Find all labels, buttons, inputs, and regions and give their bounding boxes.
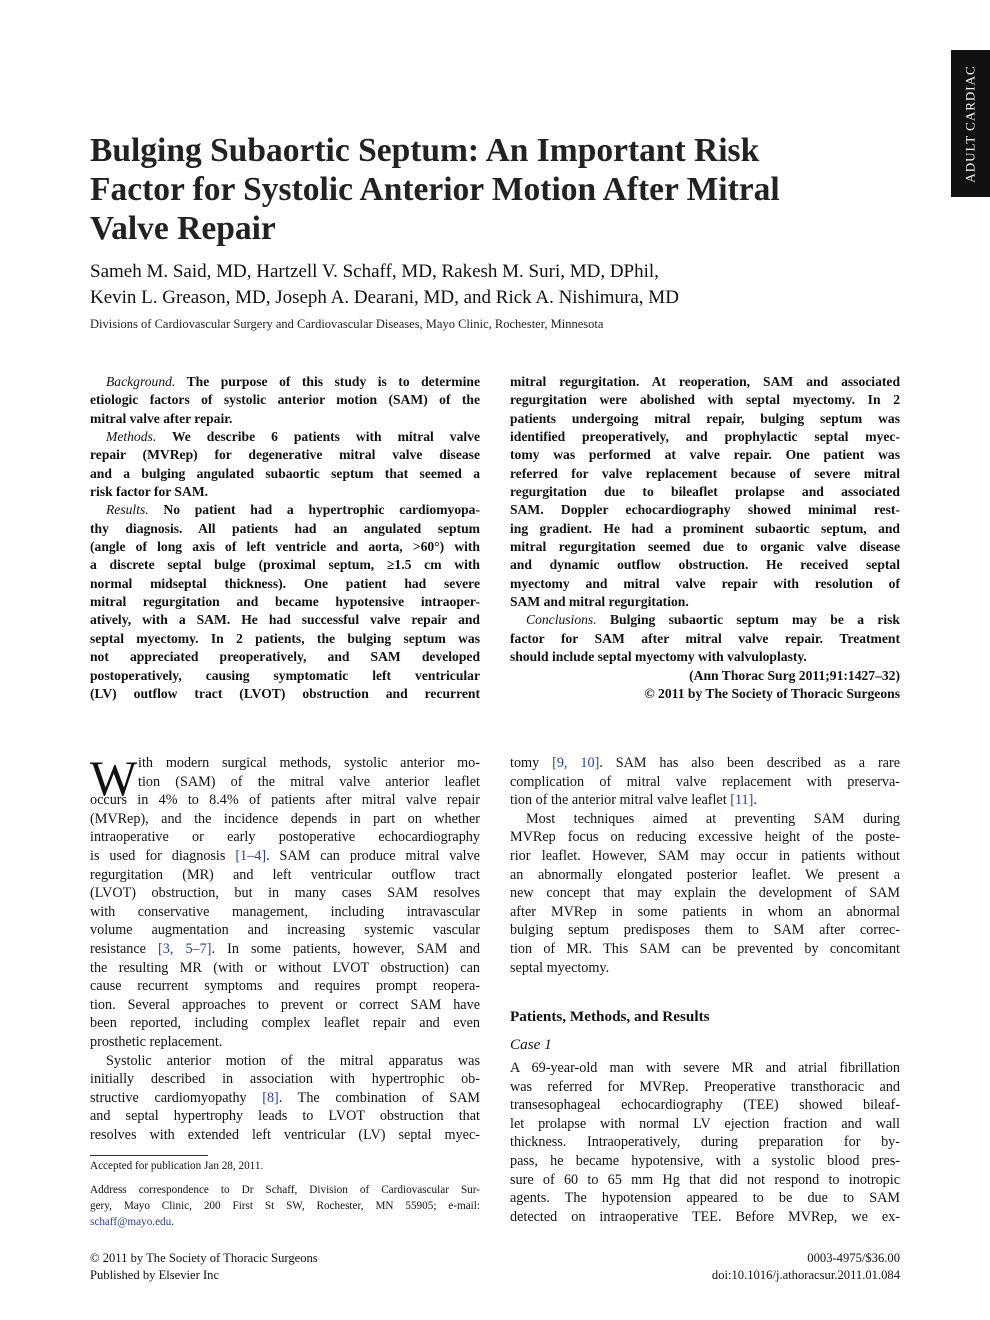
body-line: initially described in association with hypertrophic ob- bbox=[90, 1071, 480, 1088]
body-line: regurgitation (MR) and left ventricular outflow tract bbox=[90, 866, 480, 883]
abstract-text: No patient had a hypertrophic cardiomyopa- bbox=[148, 502, 480, 518]
body-text: resistance bbox=[90, 940, 159, 957]
reference-link[interactable]: [1–4] bbox=[235, 847, 267, 864]
body-line: Systolic anterior motion of the mitral apparatus was bbox=[106, 1052, 480, 1069]
abstract-line bbox=[90, 501, 480, 519]
body-line: Most techniques aimed at preventing SAM during bbox=[526, 810, 900, 827]
body-line: (LVOT) obstruction, but in many cases SAM resolves bbox=[90, 885, 480, 902]
abstract-line: (LV) outflow tract (LVOT) obstruction and recurrent bbox=[90, 685, 480, 701]
body-line: A 69-year-old man with severe MR and atrial fibrillation bbox=[510, 1060, 900, 1076]
body-line: resolves with extended left ventricular (LV) septal myec- bbox=[90, 1126, 480, 1143]
body-text: tomy bbox=[510, 755, 553, 771]
body-line: agents. The hypotension appeared to be due to SAM bbox=[510, 1190, 900, 1207]
body-line: new concept that may explain the development of SAM bbox=[510, 885, 900, 902]
abstract-line: identified preoperatively, and prophylactic septal myec- bbox=[510, 429, 900, 445]
body-line: complication of mitral valve replacement with preserva- bbox=[510, 773, 900, 790]
abstract-text: We describe 6 patients with mitral valve bbox=[156, 429, 480, 445]
abstract-line: SAM and mitral regurgitation. bbox=[510, 594, 689, 610]
abstract-line: ing gradient. He had a prominent subaortic septum, and bbox=[510, 520, 900, 536]
body-line bbox=[510, 754, 900, 773]
abstract-line: should include septal myectomy with valvuloplasty. bbox=[510, 649, 807, 665]
body-line: was referred for MVRep. Preoperative transthoracic and bbox=[510, 1078, 900, 1095]
abstract-line bbox=[90, 428, 480, 446]
body-line: cause recurrent symptoms and requires prompt reopera- bbox=[90, 978, 480, 995]
body-line: volume augmentation and increasing systemic vascular bbox=[90, 922, 480, 939]
case-heading: Case 1 bbox=[510, 1036, 552, 1053]
body-line: septal myectomy. bbox=[510, 959, 610, 976]
body-text: is used for diagnosis bbox=[90, 847, 236, 864]
footer-doi[interactable]: doi:10.1016/j.athoracsur.2011.01.084 bbox=[711, 1267, 900, 1282]
abstract-text: The purpose of this study is to determine bbox=[175, 374, 480, 389]
abstract-line: referred for valve replacement because of severe mitral bbox=[510, 465, 900, 481]
footer-left bbox=[90, 1250, 318, 1283]
reference-link[interactable]: [9, 10] bbox=[552, 755, 600, 771]
results-label: Results. bbox=[106, 502, 149, 518]
abstract-line: SAM. Doppler echocardiography showed minimal rest- bbox=[510, 502, 900, 518]
footnote-accepted: Accepted for publication Jan 28, 2011. bbox=[90, 1160, 264, 1172]
footnote-divider bbox=[90, 1155, 208, 1156]
abstract-line: (angle of long axis of left ventricle and aorta, >60°) with bbox=[90, 539, 480, 555]
abstract-line: patients undergoing mitral repair, bulging septum was bbox=[510, 410, 900, 426]
abstract-left-column bbox=[90, 373, 480, 703]
title-line: Factor for Systolic Anterior Motion After Mitral bbox=[90, 171, 780, 208]
abstract-line bbox=[510, 611, 900, 629]
body-line: tion of MR. This SAM can be prevented by concomitant bbox=[510, 940, 900, 957]
body-line: let prolapse with normal LV ejection fraction and wall bbox=[510, 1115, 900, 1132]
abstract-line: risk factor for SAM. bbox=[90, 484, 209, 500]
affiliation: Divisions of Cardiovascular Surgery and Cardiovascular Diseases, Mayo Clinic, Rochester, Minnesota bbox=[90, 317, 604, 331]
author-line: Kevin L. Greason, MD, Joseph A. Dearani, MD, and Rick A. Nishimura, MD bbox=[90, 287, 679, 308]
abstract-line: myectomy and mitral valve repair with resolution of bbox=[510, 575, 900, 591]
abstract-line: repair (MVRep) for degenerative mitral valve disease bbox=[90, 447, 480, 463]
abstract-line: etiologic factors of systolic anterior motion (SAM) of the bbox=[90, 392, 480, 408]
methods-label: Methods. bbox=[106, 429, 157, 445]
footnote-correspondence bbox=[90, 1182, 480, 1230]
footer-copyright: © 2011 by The Society of Thoracic Surgeons bbox=[90, 1251, 318, 1265]
article-title bbox=[90, 131, 910, 248]
footer-issn: 0003-4975/$36.00 bbox=[807, 1251, 900, 1265]
body-line: an abnormally elongated posterior leaflet. We present a bbox=[510, 866, 900, 883]
body-text: . The combination of SAM bbox=[278, 1089, 480, 1106]
body-line: with conservative management, including intravascular bbox=[90, 903, 480, 920]
body-text: . SAM has also been described as a rare bbox=[599, 755, 900, 771]
body-line: and septal hypertrophy leads to LVOT obstruction that bbox=[90, 1108, 480, 1125]
body-line bbox=[510, 791, 900, 810]
abstract-copyright: © 2011 by The Society of Thoracic Surgeons bbox=[644, 685, 900, 701]
title-line: Valve Repair bbox=[90, 210, 276, 247]
body-line: sure of 60 to 65 mm Hg that did not respond to inotropic bbox=[510, 1171, 900, 1188]
body-text: . In some patients, however, SAM and bbox=[211, 940, 480, 957]
body-text: . SAM can produce mitral valve bbox=[266, 847, 480, 864]
body-right-column bbox=[510, 754, 900, 977]
abstract-right-column bbox=[510, 373, 900, 703]
body-line: tion. Several approaches to prevent or correct SAM have bbox=[90, 996, 480, 1013]
body-line: the resulting MR (with or without LVOT obstruction) can bbox=[90, 959, 480, 976]
body-text: structive cardiomyopathy bbox=[90, 1089, 263, 1106]
footer-right bbox=[712, 1250, 900, 1283]
body-line: intraoperative or early postoperative echocardiography bbox=[90, 829, 480, 846]
author-line: Sameh M. Said, MD, Hartzell V. Schaff, MD, Rakesh M. Suri, MD, DPhil, bbox=[90, 261, 659, 282]
abstract-line: mitral regurgitation. At reoperation, SAM and associated bbox=[510, 374, 900, 389]
abstract-line: and a bulging angulated subaortic septum that seemed a bbox=[90, 465, 480, 481]
abstract-line: regurgitation due to bileaflet prolapse and associated bbox=[510, 484, 900, 500]
body-line: MVRep focus on reducing excessive height of the poste- bbox=[510, 829, 900, 846]
body-line: transesophageal echocardiography (TEE) showed bileaf- bbox=[510, 1097, 900, 1114]
abstract-line: and dynamic outflow obstruction. He received septal bbox=[510, 557, 900, 573]
title-line: Bulging Subaortic Septum: An Important Risk bbox=[90, 132, 760, 169]
body-line bbox=[90, 1089, 480, 1108]
body-line: rior leaflet. However, SAM may occur in patients without bbox=[510, 847, 900, 864]
background-label: Background. bbox=[106, 374, 176, 389]
abstract-line: septal myectomy. In 2 patients, the bulging septum was bbox=[90, 630, 480, 646]
body-line: bulging septum predisposes them to SAM after correc- bbox=[510, 922, 900, 939]
abstract-text: Bulging subaortic septum may be a risk bbox=[596, 612, 900, 628]
body-line: (MVRep), and the incidence depends in part on whether bbox=[90, 810, 480, 827]
body-left-column bbox=[90, 750, 480, 1144]
citation: (Ann Thorac Surg 2011;91:1427–32) bbox=[689, 667, 900, 683]
footnote-text: . bbox=[171, 1216, 175, 1228]
abstract-line: not appreciated preoperatively, and SAM developed bbox=[90, 649, 480, 665]
abstract-line: atively, with a SAM. He had successful valve repair and bbox=[90, 612, 480, 628]
body-line: tion (SAM) of the mitral valve anterior leaflet bbox=[138, 773, 480, 790]
abstract-line: postoperatively, causing symptomatic left ventricular bbox=[90, 667, 480, 683]
footnote-line: Address correspondence to Dr Schaff, Division of Cardiovascular Sur- bbox=[90, 1184, 480, 1196]
abstract-line: tomy was performed at valve repair. One patient was bbox=[510, 447, 900, 463]
case-text bbox=[510, 1059, 900, 1226]
abstract-line: factor for SAM after mitral valve repair. Treatment bbox=[510, 630, 900, 646]
abstract-line: regurgitation were abolished with septal myectomy. In 2 bbox=[510, 392, 900, 408]
reference-link[interactable]: [8] bbox=[262, 1089, 279, 1106]
reference-link[interactable]: [11] bbox=[730, 792, 754, 809]
abstract-line: mitral valve after repair. bbox=[90, 410, 233, 426]
body-line: detected on intraoperative TEE. Before MVRep, we ex- bbox=[510, 1208, 900, 1225]
abstract-line: a discrete septal bulge (proximal septum, ≥1.5 cm with bbox=[90, 557, 480, 573]
section-tab-label: ADULT CARDIAC bbox=[962, 64, 978, 183]
body-line: after MVRep in some patients in whom an abnormal bbox=[510, 903, 900, 920]
abstract-line bbox=[90, 373, 480, 391]
body-line: ith modern surgical methods, systolic anterior mo- bbox=[138, 755, 480, 771]
body-line: been reported, including complex leaflet repair and even bbox=[90, 1015, 480, 1032]
body-line: prosthetic replacement. bbox=[90, 1033, 223, 1050]
body-text: . bbox=[753, 792, 757, 809]
abstract-line: mitral regurgitation seemed due to organic valve disease bbox=[510, 539, 900, 555]
footer-publisher: Published by Elsevier Inc bbox=[90, 1267, 220, 1282]
body-line bbox=[90, 847, 480, 866]
body-line: thickness. Intraoperatively, during preparation for by- bbox=[510, 1134, 900, 1151]
body-line: occurs in 4% to 8.4% of patients after mitral valve repair bbox=[90, 792, 480, 809]
abstract-line: normal midseptal thickness). One patient had severe bbox=[90, 575, 480, 591]
body-text: tion of the anterior mitral valve leaflet bbox=[510, 792, 731, 809]
reference-link[interactable]: [3, 5–7] bbox=[158, 940, 212, 957]
body-line bbox=[90, 940, 480, 959]
footnote-line bbox=[90, 1214, 480, 1230]
conclusions-label: Conclusions. bbox=[526, 612, 597, 628]
abstract-line: thy diagnosis. All patients had an angulated septum bbox=[90, 520, 480, 536]
abstract-line: mitral regurgitation and became hypotensive intraoper- bbox=[90, 594, 480, 610]
section-tab bbox=[951, 50, 990, 197]
footnote-line: gery, Mayo Clinic, 200 First St SW, Rochester, MN 55905; e-mail: bbox=[90, 1200, 480, 1212]
body-line: pass, he became hypotensive, with a systolic blood pres- bbox=[510, 1152, 900, 1169]
drop-cap: W bbox=[90, 750, 138, 806]
author-list bbox=[90, 259, 910, 311]
email-link[interactable]: schaff@mayo.edu bbox=[90, 1216, 172, 1228]
section-heading: Patients, Methods, and Results bbox=[510, 1008, 710, 1025]
